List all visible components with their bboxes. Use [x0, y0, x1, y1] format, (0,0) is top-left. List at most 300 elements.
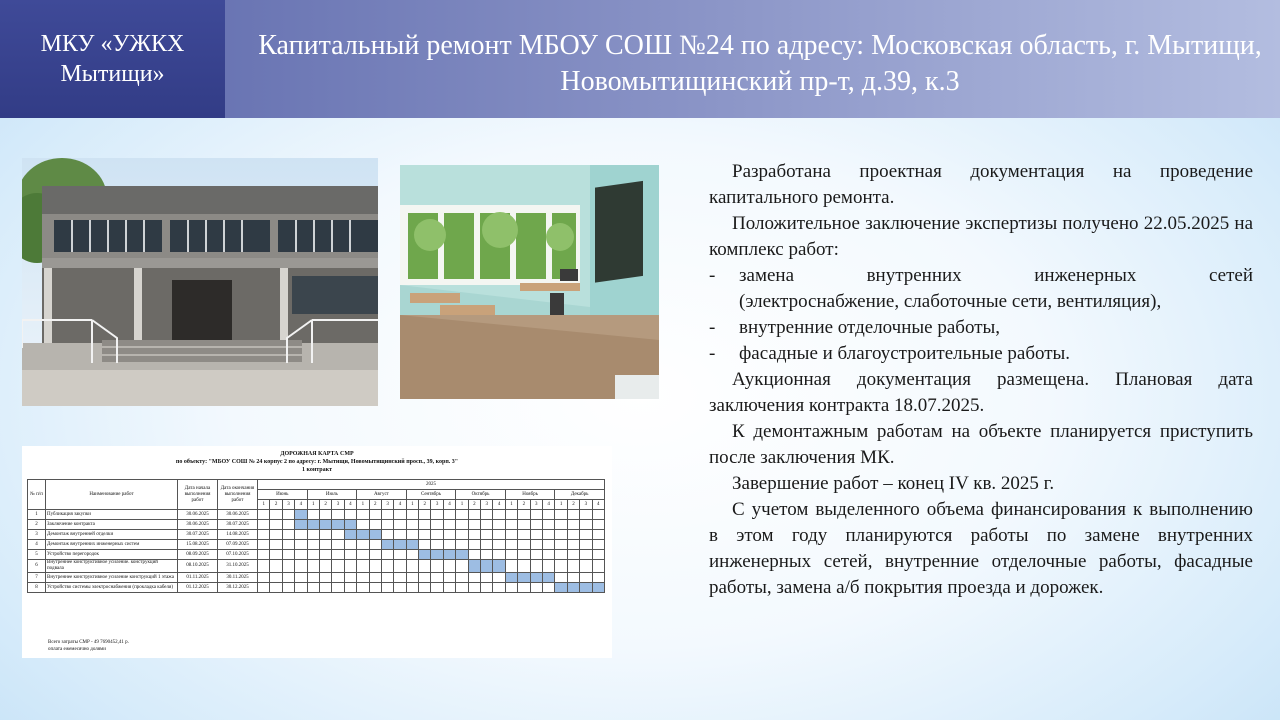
row-end-date: 30.12.2025 [218, 583, 258, 593]
roadmap-note [48, 639, 348, 653]
gantt-bar-cell [344, 520, 356, 530]
gantt-cell [493, 573, 505, 583]
gantt-cell [456, 540, 468, 550]
gantt-bar-cell [295, 510, 307, 520]
gantt-cell [295, 540, 307, 550]
gantt-bar-cell [518, 573, 530, 583]
row-number: 3 [28, 530, 46, 540]
gantt-cell [307, 583, 319, 593]
gantt-cell [518, 550, 530, 560]
table-row [28, 560, 605, 573]
header-week: 4 [394, 500, 406, 510]
gantt-cell [332, 573, 344, 583]
gantt-cell [282, 573, 294, 583]
list-dash: - [709, 343, 716, 364]
paragraph-financing: С учетом выделенного объема финансирования к выполнению в этом году планируются работы по замене внутренних инженерных сетей, внутренние отделочные работы, фасадные работы, замена а/б покрытия проезда и дорожек. [709, 499, 1253, 598]
list-item [709, 315, 1253, 341]
row-end-date: 30.07.2025 [218, 520, 258, 530]
row-end-date: 31.10.2025 [218, 560, 258, 573]
header-week: 4 [295, 500, 307, 510]
gantt-cell [580, 520, 592, 530]
gantt-cell [369, 520, 381, 530]
gantt-cell [580, 540, 592, 550]
gantt-cell [580, 530, 592, 540]
gantt-cell [555, 540, 567, 550]
row-start-date: 30.07.2025 [178, 530, 218, 540]
gantt-cell [307, 550, 319, 560]
gantt-cell [481, 583, 493, 593]
gantt-table [27, 479, 605, 593]
paragraph-auction: Аукционная документация размещена. Плановая дата заключения контракта 18.07.2025. [709, 369, 1253, 416]
gantt-cell [381, 560, 393, 573]
gantt-cell [567, 510, 579, 520]
gantt-cell [481, 540, 493, 550]
gantt-cell [542, 583, 554, 593]
gantt-cell [456, 530, 468, 540]
gantt-cell [319, 583, 331, 593]
list-dash: - [709, 265, 716, 286]
gantt-cell [505, 530, 517, 540]
gantt-cell [419, 583, 431, 593]
header-week: 4 [443, 500, 455, 510]
list-item [709, 263, 1253, 315]
header-month: Ноябрь [505, 490, 555, 500]
gantt-cell [431, 583, 443, 593]
gantt-cell [270, 550, 282, 560]
header-week: 2 [468, 500, 480, 510]
row-start-date: 15.08.2025 [178, 540, 218, 550]
row-work-name: Внутреннее конструктивное усиление. конструкций подвала [46, 560, 178, 573]
gantt-cell [580, 560, 592, 573]
gantt-cell [270, 573, 282, 583]
gantt-bar-cell [394, 540, 406, 550]
gantt-cell [443, 530, 455, 540]
gantt-cell [456, 573, 468, 583]
gantt-cell [270, 540, 282, 550]
gantt-cell [456, 510, 468, 520]
gantt-cell [282, 520, 294, 530]
gantt-cell [555, 510, 567, 520]
gantt-cell [542, 520, 554, 530]
row-start-date: 01.11.2025 [178, 573, 218, 583]
gantt-cell [431, 530, 443, 540]
header-week: 1 [555, 500, 567, 510]
gantt-bar-cell [419, 550, 431, 560]
header-week: 2 [270, 500, 282, 510]
row-number: 2 [28, 520, 46, 530]
gantt-cell [567, 560, 579, 573]
gantt-cell [555, 550, 567, 560]
gantt-cell [270, 530, 282, 540]
gantt-cell [419, 560, 431, 573]
gantt-cell [319, 510, 331, 520]
gantt-cell [282, 550, 294, 560]
row-number: 1 [28, 510, 46, 520]
gantt-cell [381, 520, 393, 530]
gantt-cell [282, 540, 294, 550]
gantt-cell [369, 583, 381, 593]
roadmap-title: ДОРОЖНАЯ КАРТА СМР [280, 451, 354, 457]
row-work-name: Публикация закупки [46, 510, 178, 520]
gantt-cell [332, 550, 344, 560]
gantt-bar-cell [319, 520, 331, 530]
gantt-cell [431, 560, 443, 573]
gantt-cell [443, 520, 455, 530]
gantt-cell [530, 530, 542, 540]
gantt-cell [592, 560, 604, 573]
gantt-cell [332, 540, 344, 550]
gantt-cell [530, 550, 542, 560]
header-week: 3 [282, 500, 294, 510]
gantt-bar-cell [481, 560, 493, 573]
gantt-cell [468, 573, 480, 583]
gantt-cell [518, 510, 530, 520]
gantt-cell [580, 510, 592, 520]
gantt-cell [406, 510, 418, 520]
header-week: 3 [381, 500, 393, 510]
gantt-cell [493, 583, 505, 593]
gantt-cell [592, 530, 604, 540]
school-building-photo [22, 158, 378, 406]
gantt-cell [530, 560, 542, 573]
row-number: 6 [28, 560, 46, 573]
gantt-cell [394, 583, 406, 593]
gantt-cell [443, 540, 455, 550]
gantt-cell [258, 510, 270, 520]
gantt-cell [580, 573, 592, 583]
gantt-bar-cell [580, 583, 592, 593]
gantt-cell [307, 573, 319, 583]
gantt-cell [319, 560, 331, 573]
gantt-cell [369, 573, 381, 583]
gantt-cell [332, 510, 344, 520]
gantt-cell [419, 510, 431, 520]
header-month: Сентябрь [406, 490, 456, 500]
row-end-date: 30.06.2025 [218, 510, 258, 520]
gantt-cell [456, 560, 468, 573]
gantt-cell [381, 530, 393, 540]
list-item-text: фасадные и благоустроительные работы. [739, 343, 1071, 364]
gantt-bar-cell [443, 550, 455, 560]
gantt-cell [530, 510, 542, 520]
gantt-cell [592, 573, 604, 583]
gantt-cell [295, 530, 307, 540]
gantt-cell [505, 540, 517, 550]
gantt-cell [307, 540, 319, 550]
gantt-cell [443, 583, 455, 593]
slide-title: Капитальный ремонт МБОУ СОШ №24 по адресу: Московская область, г. Мытищи, Новомытищинский пр-т, д.39, к.3 [258, 30, 1262, 97]
header-month: Октябрь [456, 490, 506, 500]
row-end-date: 14.08.2025 [218, 530, 258, 540]
header-week: 2 [319, 500, 331, 510]
row-start-date: 01.12.2025 [178, 583, 218, 593]
gantt-cell [456, 583, 468, 593]
gantt-cell [542, 530, 554, 540]
gantt-cell [505, 560, 517, 573]
gantt-cell [295, 560, 307, 573]
gantt-cell [357, 510, 369, 520]
row-number: 5 [28, 550, 46, 560]
gantt-bar-cell [295, 520, 307, 530]
gantt-cell [493, 530, 505, 540]
header-week: 4 [542, 500, 554, 510]
roadmap-contract: 1 контракт [301, 467, 333, 473]
row-end-date: 07.10.2025 [218, 550, 258, 560]
row-work-name: Устройство системы электроснабжения (прокладка кабеля) [46, 583, 178, 593]
row-start-date: 08.09.2025 [178, 550, 218, 560]
row-end-date: 30.11.2025 [218, 573, 258, 583]
gantt-cell [282, 560, 294, 573]
gantt-cell [295, 573, 307, 583]
gantt-cell [270, 520, 282, 530]
gantt-cell [431, 540, 443, 550]
gantt-cell [580, 550, 592, 560]
gantt-cell [542, 560, 554, 573]
gantt-cell [394, 530, 406, 540]
gantt-cell [357, 550, 369, 560]
gantt-cell [592, 550, 604, 560]
gantt-cell [443, 573, 455, 583]
gantt-cell [369, 510, 381, 520]
header-week: 2 [419, 500, 431, 510]
gantt-cell [456, 520, 468, 530]
header-year: 2025 [258, 480, 605, 490]
roadmap-payment-note: оплата ежемесячно долями [48, 647, 106, 652]
list-item-text: внутренние отделочные работы, [739, 317, 1001, 338]
gantt-cell [406, 550, 418, 560]
gantt-bar-cell [344, 530, 356, 540]
gantt-cell [332, 560, 344, 573]
gantt-cell [542, 550, 554, 560]
gantt-cell [443, 560, 455, 573]
gantt-cell [505, 583, 517, 593]
header-week: 3 [481, 500, 493, 510]
gantt-cell [406, 583, 418, 593]
gantt-cell [493, 510, 505, 520]
gantt-bar-cell [332, 520, 344, 530]
gantt-cell [518, 583, 530, 593]
gantt-cell [518, 530, 530, 540]
gantt-bar-cell [542, 573, 554, 583]
gantt-cell [505, 550, 517, 560]
gantt-cell [530, 583, 542, 593]
gantt-bar-cell [456, 550, 468, 560]
header-week: 1 [357, 500, 369, 510]
header-week: 1 [406, 500, 418, 510]
gantt-cell [381, 573, 393, 583]
gantt-cell [493, 520, 505, 530]
header-end-date: Дата окончания выполнения работ [218, 480, 258, 510]
gantt-bar-cell [505, 573, 517, 583]
gantt-cell [555, 520, 567, 530]
gantt-cell [381, 510, 393, 520]
gantt-cell [381, 583, 393, 593]
gantt-cell [431, 573, 443, 583]
gantt-cell [419, 520, 431, 530]
header-week: 1 [258, 500, 270, 510]
gantt-cell [592, 520, 604, 530]
gantt-cell [357, 560, 369, 573]
gantt-cell [394, 510, 406, 520]
gantt-cell [555, 560, 567, 573]
row-number: 8 [28, 583, 46, 593]
gantt-cell [394, 550, 406, 560]
header-week: 1 [505, 500, 517, 510]
organization-logo-box [0, 0, 225, 118]
gantt-cell [493, 550, 505, 560]
gantt-cell [505, 520, 517, 530]
gantt-cell [319, 540, 331, 550]
paragraph-completion: Завершение работ – конец IV кв. 2025 г. [732, 473, 1055, 494]
header-week: 3 [580, 500, 592, 510]
gantt-cell [493, 540, 505, 550]
gantt-cell [258, 550, 270, 560]
gantt-cell [468, 550, 480, 560]
gantt-cell [406, 573, 418, 583]
gantt-cell [344, 560, 356, 573]
gantt-bar-cell [381, 540, 393, 550]
gantt-cell [295, 583, 307, 593]
gantt-cell [258, 560, 270, 573]
header-week: 4 [592, 500, 604, 510]
header-month: Июнь [258, 490, 308, 500]
gantt-cell [530, 520, 542, 530]
row-work-name: Устройство перегородок [46, 550, 178, 560]
gantt-cell [344, 583, 356, 593]
header-name: Наименование работ [46, 480, 178, 510]
header-week: 1 [307, 500, 319, 510]
header-week: 4 [344, 500, 356, 510]
gantt-cell [258, 573, 270, 583]
gantt-cell [344, 540, 356, 550]
gantt-cell [394, 573, 406, 583]
row-start-date: 30.06.2025 [178, 520, 218, 530]
header-week: 2 [567, 500, 579, 510]
gantt-bar-cell [530, 573, 542, 583]
gantt-cell [542, 510, 554, 520]
gantt-cell [481, 573, 493, 583]
paragraph-design-docs: Разработана проектная документация на проведение капитального ремонта. [709, 161, 1253, 208]
gantt-cell [431, 520, 443, 530]
gantt-cell [567, 520, 579, 530]
gantt-cell [481, 530, 493, 540]
gantt-cell [518, 520, 530, 530]
paragraph-expert-review: Положительное заключение экспертизы получено 22.05.2025 на комплекс работ: [709, 213, 1253, 260]
header-week: 2 [369, 500, 381, 510]
gantt-cell [567, 540, 579, 550]
header-week: 3 [332, 500, 344, 510]
gantt-cell [381, 550, 393, 560]
table-row [28, 573, 605, 583]
gantt-bar-cell [468, 560, 480, 573]
row-work-name: Демонтаж внутренних инженерных систем [46, 540, 178, 550]
header-week: 1 [456, 500, 468, 510]
gantt-bar-cell [431, 550, 443, 560]
header-month: Август [357, 490, 407, 500]
gantt-cell [307, 510, 319, 520]
gantt-cell [468, 510, 480, 520]
gantt-cell [468, 583, 480, 593]
gantt-cell [394, 520, 406, 530]
gantt-bar-cell [307, 520, 319, 530]
gantt-cell [555, 573, 567, 583]
organization-name: МКУ «УЖКХ Мытищи» [40, 31, 185, 87]
gantt-cell [258, 520, 270, 530]
roadmap-table-image [22, 446, 612, 658]
gantt-cell [468, 520, 480, 530]
gantt-cell [270, 583, 282, 593]
table-row [28, 540, 605, 550]
gantt-cell [394, 560, 406, 573]
row-number: 4 [28, 540, 46, 550]
gantt-cell [406, 520, 418, 530]
gantt-cell [344, 550, 356, 560]
row-work-name: Заключение контракта [46, 520, 178, 530]
gantt-cell [282, 510, 294, 520]
classroom-photo [400, 165, 659, 399]
table-row [28, 530, 605, 540]
gantt-cell [518, 560, 530, 573]
header-row [28, 480, 605, 490]
gantt-bar-cell [555, 583, 567, 593]
paragraph-demolition: К демонтажным работам на объекте планируется приступить после заключения МК. [709, 421, 1253, 468]
gantt-cell [555, 530, 567, 540]
row-work-name: Демонтаж внутренней отделки [46, 530, 178, 540]
gantt-cell [319, 530, 331, 540]
gantt-cell [542, 540, 554, 550]
gantt-cell [419, 540, 431, 550]
roadmap-subtitle: по объекту: "МБОУ СОШ № 24 корпус 2 по адресу: г. Мытищи, Новомытищинский просп., 39, корп. 3" [175, 459, 459, 465]
gantt-cell [468, 540, 480, 550]
gantt-cell [332, 530, 344, 540]
row-start-date: 30.06.2025 [178, 510, 218, 520]
header-month: Июль [307, 490, 357, 500]
header-start-date: Дата начала выполнения работ [178, 480, 218, 510]
gantt-cell [319, 550, 331, 560]
gantt-cell [307, 560, 319, 573]
header-month: Декабрь [555, 490, 605, 500]
gantt-bar-cell [567, 583, 579, 593]
gantt-cell [270, 510, 282, 520]
header-week: 4 [493, 500, 505, 510]
header-bar [0, 0, 1280, 118]
gantt-cell [307, 530, 319, 540]
roadmap-total-cost: Всего затраты СМР - 49 7690452,41 р. [48, 640, 129, 645]
gantt-cell [357, 583, 369, 593]
table-row [28, 520, 605, 530]
gantt-bar-cell [493, 560, 505, 573]
gantt-cell [443, 510, 455, 520]
list-item [709, 341, 1253, 367]
gantt-cell [592, 510, 604, 520]
gantt-cell [258, 540, 270, 550]
gantt-cell [567, 550, 579, 560]
header-week: 3 [530, 500, 542, 510]
gantt-bar-cell [592, 583, 604, 593]
header-week: 3 [431, 500, 443, 510]
gantt-cell [567, 573, 579, 583]
gantt-cell [258, 583, 270, 593]
table-row [28, 583, 605, 593]
gantt-cell [344, 573, 356, 583]
header-num: № п/п [28, 480, 46, 510]
gantt-cell [357, 573, 369, 583]
list-dash: - [709, 317, 716, 338]
table-row [28, 550, 605, 560]
gantt-bar-cell [406, 540, 418, 550]
gantt-cell [567, 530, 579, 540]
gantt-cell [505, 510, 517, 520]
